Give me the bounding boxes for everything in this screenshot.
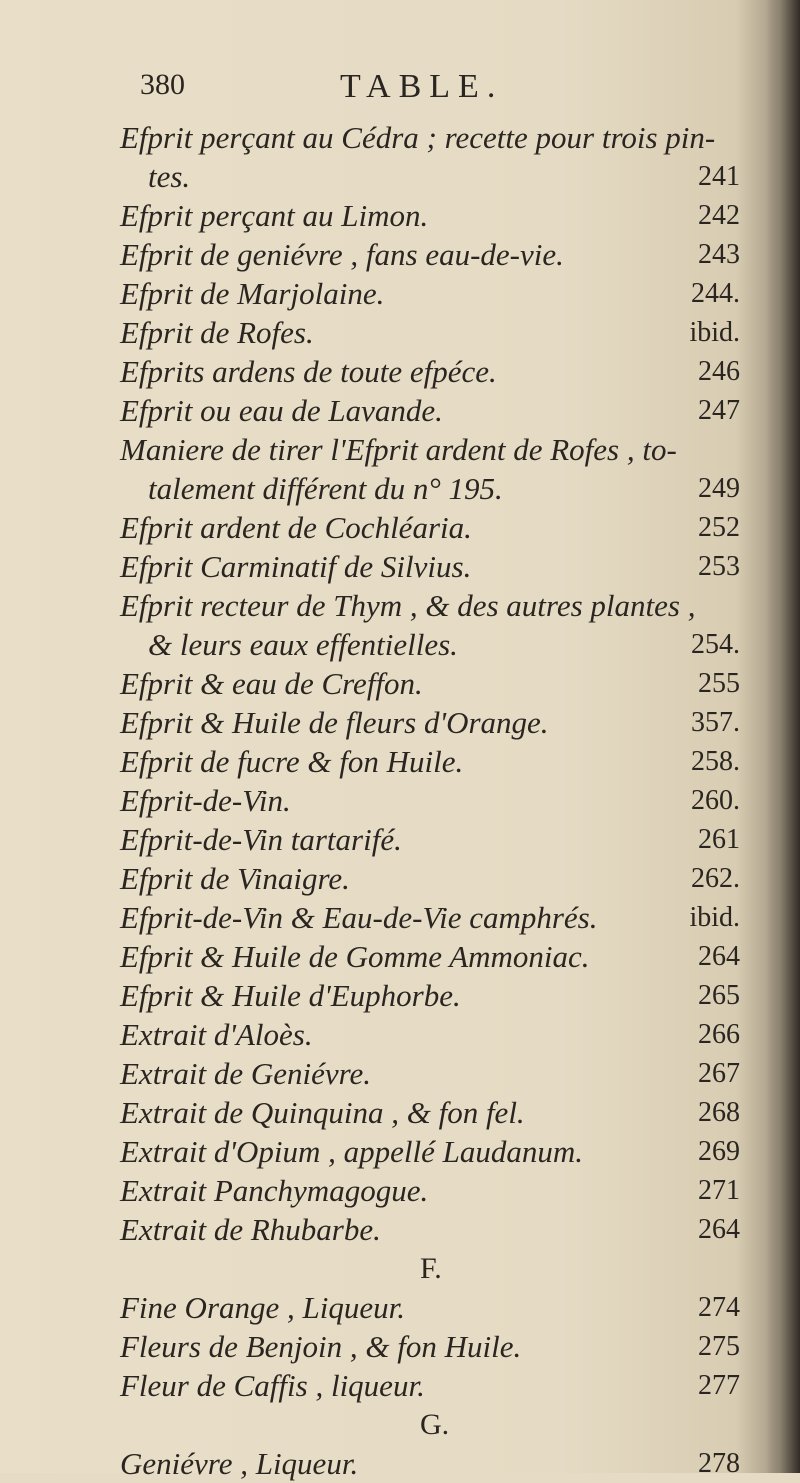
entry-title: Efprit & Huile de Gomme Ammoniac. bbox=[120, 939, 590, 974]
entry-page-number: 268 bbox=[698, 1097, 740, 1128]
entry-page-number: 247 bbox=[698, 395, 740, 426]
index-entry bbox=[120, 118, 740, 157]
index-entry bbox=[120, 352, 740, 391]
index-entry bbox=[120, 313, 740, 352]
index-entry bbox=[120, 1015, 740, 1054]
entry-title: Efprit & eau de Creffon. bbox=[120, 666, 423, 701]
entry-page-number: 267 bbox=[698, 1058, 740, 1089]
index-entry bbox=[120, 664, 740, 703]
index-entry bbox=[120, 976, 740, 1015]
index-entry bbox=[120, 235, 740, 274]
index-entry bbox=[120, 430, 740, 469]
index-entry bbox=[120, 586, 740, 625]
index-entry bbox=[120, 1444, 740, 1483]
index-entry-continuation bbox=[120, 469, 740, 508]
index-entry bbox=[120, 1366, 740, 1405]
entry-title: Efprit-de-Vin & Eau-de-Vie camphrés. bbox=[120, 900, 598, 935]
entry-title: Efprit ou eau de Lavande. bbox=[120, 393, 443, 428]
index-entry bbox=[120, 898, 740, 937]
index-entry bbox=[120, 274, 740, 313]
entry-title: Extrait de Rhubarbe. bbox=[120, 1212, 381, 1247]
entry-page-number: 275 bbox=[698, 1331, 740, 1362]
entry-title: Extrait d'Opium , appellé Laudanum. bbox=[120, 1134, 583, 1169]
entry-title: Extrait d'Aloès. bbox=[120, 1017, 313, 1052]
entry-title: Fine Orange , Liqueur. bbox=[120, 1290, 406, 1325]
entry-page-number: 278 bbox=[698, 1448, 740, 1479]
index-entry bbox=[120, 1132, 740, 1171]
entry-title: Efprit de Vinaigre. bbox=[120, 861, 350, 896]
entry-title: Efprit-de-Vin. bbox=[120, 783, 291, 818]
entry-page-number: 264 bbox=[698, 1214, 740, 1245]
index-entry bbox=[120, 196, 740, 235]
entry-page-number: 262. bbox=[691, 863, 740, 894]
entry-page-number: ibid. bbox=[689, 317, 740, 348]
entry-title: Efprit de Rofes. bbox=[120, 315, 314, 350]
section-letter-text: F. bbox=[420, 1252, 442, 1285]
index-entry bbox=[120, 703, 740, 742]
page-header bbox=[140, 68, 720, 114]
entry-title: Fleur de Caffis , liqueur. bbox=[120, 1368, 425, 1403]
entry-title: Efprit de fucre & fon Huile. bbox=[120, 744, 464, 779]
entry-page-number: 246 bbox=[698, 356, 740, 387]
section-letter bbox=[120, 1249, 740, 1288]
index-entry bbox=[120, 1288, 740, 1327]
entry-title: Efprit perçant au Cédra ; recette pour trois pin- bbox=[120, 120, 716, 155]
entry-page-number: 252 bbox=[698, 512, 740, 543]
entry-page-number: 249 bbox=[698, 473, 740, 504]
entry-page-number: 265 bbox=[698, 980, 740, 1011]
entry-title: Efprit de Marjolaine. bbox=[120, 276, 385, 311]
entry-title: Extrait Panchymagogue. bbox=[120, 1173, 429, 1208]
entry-page-number: 274 bbox=[698, 1292, 740, 1323]
index-entry bbox=[120, 1171, 740, 1210]
index-entry bbox=[120, 859, 740, 898]
entry-page-number: 269 bbox=[698, 1136, 740, 1167]
entry-page-number: 266 bbox=[698, 1019, 740, 1050]
index-entry bbox=[120, 547, 740, 586]
entry-title: Geniévre , Liqueur. bbox=[120, 1446, 359, 1481]
entry-page-number: 253 bbox=[698, 551, 740, 582]
entry-page-number: 261 bbox=[698, 824, 740, 855]
entry-page-number: 243 bbox=[698, 239, 740, 270]
section-letter-text: G. bbox=[420, 1408, 450, 1441]
entry-title: Efprits ardens de toute efpéce. bbox=[120, 354, 497, 389]
entry-title: Efprit-de-Vin tartarifé. bbox=[120, 822, 402, 857]
entry-title: Extrait de Geniévre. bbox=[120, 1056, 372, 1091]
entry-page-number: 277 bbox=[698, 1370, 740, 1401]
entry-page-number: 271 bbox=[698, 1175, 740, 1206]
entry-page-number: 242 bbox=[698, 200, 740, 231]
entry-page-number: 255 bbox=[698, 668, 740, 699]
section-letter bbox=[120, 1405, 740, 1444]
entry-title: Efprit & Huile d'Euphorbe. bbox=[120, 978, 461, 1013]
index-entry bbox=[120, 508, 740, 547]
page-edge-shadow bbox=[766, 0, 800, 1473]
index-entry bbox=[120, 1054, 740, 1093]
index-entry bbox=[120, 1327, 740, 1366]
entry-title: Efprit perçant au Limon. bbox=[120, 198, 429, 233]
entry-title: Maniere de tirer l'Efprit ardent de Rofes , to- bbox=[120, 432, 677, 467]
entry-page-number: 258. bbox=[691, 746, 740, 777]
entry-title: tes. bbox=[148, 159, 191, 194]
entry-title: talement différent du n° 195. bbox=[148, 471, 503, 506]
entry-title: Efprit recteur de Thym , & des autres plantes , bbox=[120, 588, 696, 623]
entry-title: Efprit & Huile de fleurs d'Orange. bbox=[120, 705, 549, 740]
entry-page-number: 254. bbox=[691, 629, 740, 660]
index-entry bbox=[120, 820, 740, 859]
index-entry bbox=[120, 781, 740, 820]
entry-title: Efprit de geniévre , fans eau-de-vie. bbox=[120, 237, 564, 272]
entry-page-number: ibid. bbox=[689, 902, 740, 933]
entry-page-number: 241 bbox=[698, 161, 740, 192]
entry-page-number: 244. bbox=[691, 278, 740, 309]
entry-title: Efprit ardent de Cochléaria. bbox=[120, 510, 472, 545]
running-title: TABLE. bbox=[340, 68, 504, 105]
index-entry bbox=[120, 937, 740, 976]
index-entry-continuation bbox=[120, 157, 740, 196]
entry-title: Extrait de Quinquina , & fon fel. bbox=[120, 1095, 525, 1130]
entry-title: & leurs eaux effentielles. bbox=[148, 627, 458, 662]
index-entry bbox=[120, 391, 740, 430]
page-number: 380 bbox=[140, 68, 185, 101]
entry-page-number: 260. bbox=[691, 785, 740, 816]
entry-page-number: 264 bbox=[698, 941, 740, 972]
entry-page-number: 357. bbox=[691, 707, 740, 738]
entry-title: Efprit Carminatif de Silvius. bbox=[120, 549, 472, 584]
entry-title: Fleurs de Benjoin , & fon Huile. bbox=[120, 1329, 522, 1364]
index-entry-continuation bbox=[120, 625, 740, 664]
index-entries bbox=[120, 118, 740, 1483]
index-entry bbox=[120, 1210, 740, 1249]
index-entry bbox=[120, 742, 740, 781]
index-entry bbox=[120, 1093, 740, 1132]
